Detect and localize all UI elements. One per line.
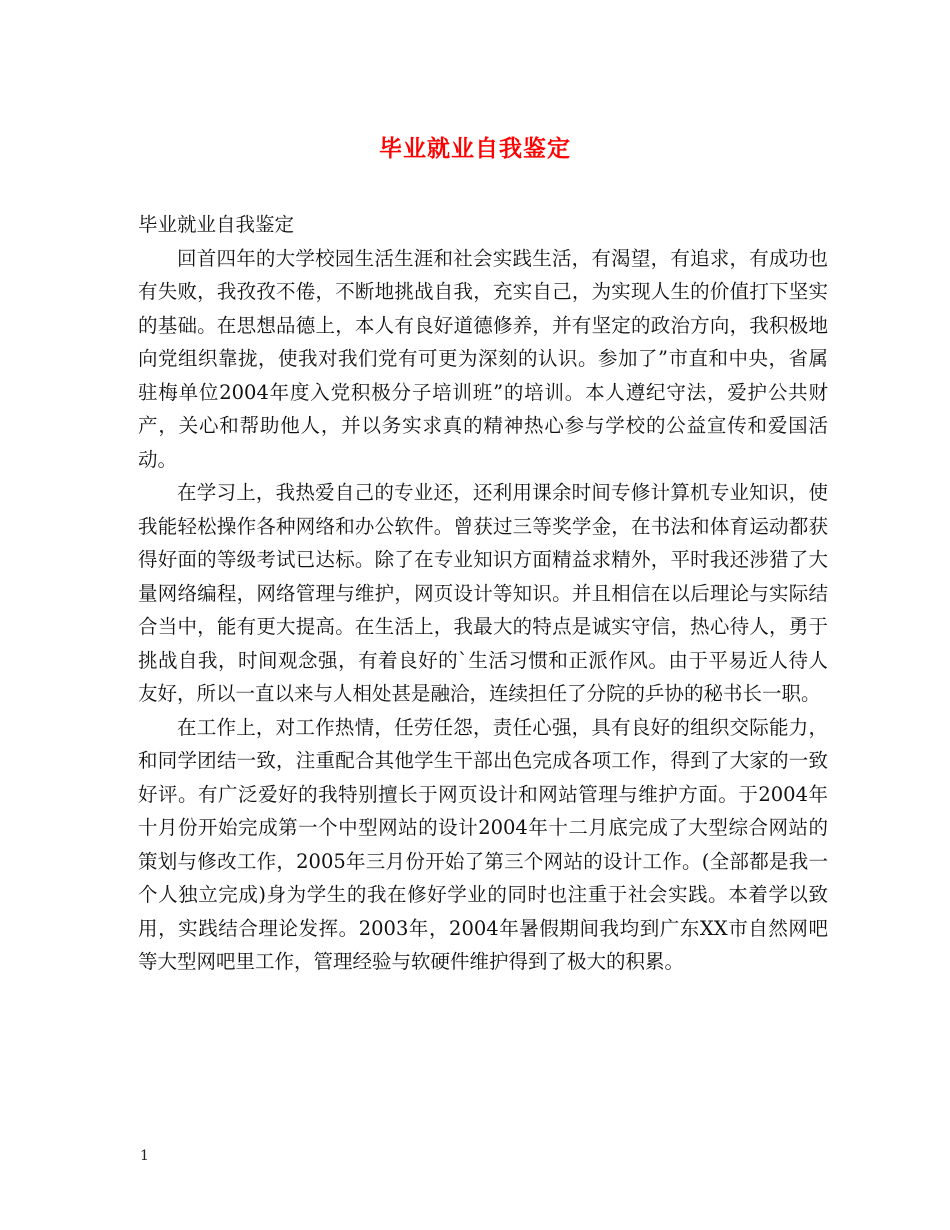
document-title: 毕业就业自我鉴定 — [379, 135, 571, 162]
paragraph-3: 在工作上，对工作热情，任劳任怨，责任心强，具有良好的组织交际能力，和同学团结一致，注重配合其他学生干部出色完成各项工作，得到了大家的一致好评。有广泛爱好的我特别擅长于网页设计和网站管理与维护方面。于2004年十月份开始完成第一个中型网站的设计2004年十二月底完成了大型综合网站的策划与修改工作，2005年三月份开始了第三个网站的设计工作。(全部都是我一个人独立完成)身为学生的我在修好学业的同时也注重于社会实践。本着学以致用，实践结合理论发挥。2003年，2004年暑假期间我均到广东XX市自然网吧等大型网吧里工作，管理经验与软硬件维护得到了极大的积累。 — [138, 715, 828, 973]
page-number: 1 — [140, 1148, 149, 1164]
body-heading: 毕业就业自我鉴定 — [138, 213, 295, 236]
paragraph-1: 回首四年的大学校园生活生涯和社会实践生活，有渴望，有追求，有成功也有失败，我孜孜不倦，不断地挑战自我，充实自己，为实现人生的价值打下坚实的基础。在思想品德上，本人有良好道德修养，并有坚定的政治方向，我积极地向党组织靠拢，使我对我们党有可更为深刻的认识。参加了”市直和中央，省属驻梅单位2004年度入党积极分子培训班”的培训。本人遵纪守法，爱护公共财产，关心和帮助他人，并以务实求真的精神热心参与学校的公益宣传和爱国活动。 — [138, 246, 828, 471]
paragraph-2: 在学习上，我热爱自己的专业还，还利用课余时间专修计算机专业知识，使我能轻松操作各种网络和办公软件。曾获过三等奖学金，在书法和体育运动都获得好面的等级考试已达标。除了在专业知识方面精益求精外，平时我还涉猎了大量网络编程，网络管理与维护，网页设计等知识。并且相信在以后理论与实际结合当中，能有更大提高。在生活上，我最大的特点是诚实守信，热心待人，勇于挑战自我，时间观念强，有着良好的`生活习惯和正派作风。由于平易近人待人友好，所以一直以来与人相处甚是融洽，连续担任了分院的乒协的秘书长一职。 — [138, 481, 828, 705]
document-body — [138, 208, 828, 979]
